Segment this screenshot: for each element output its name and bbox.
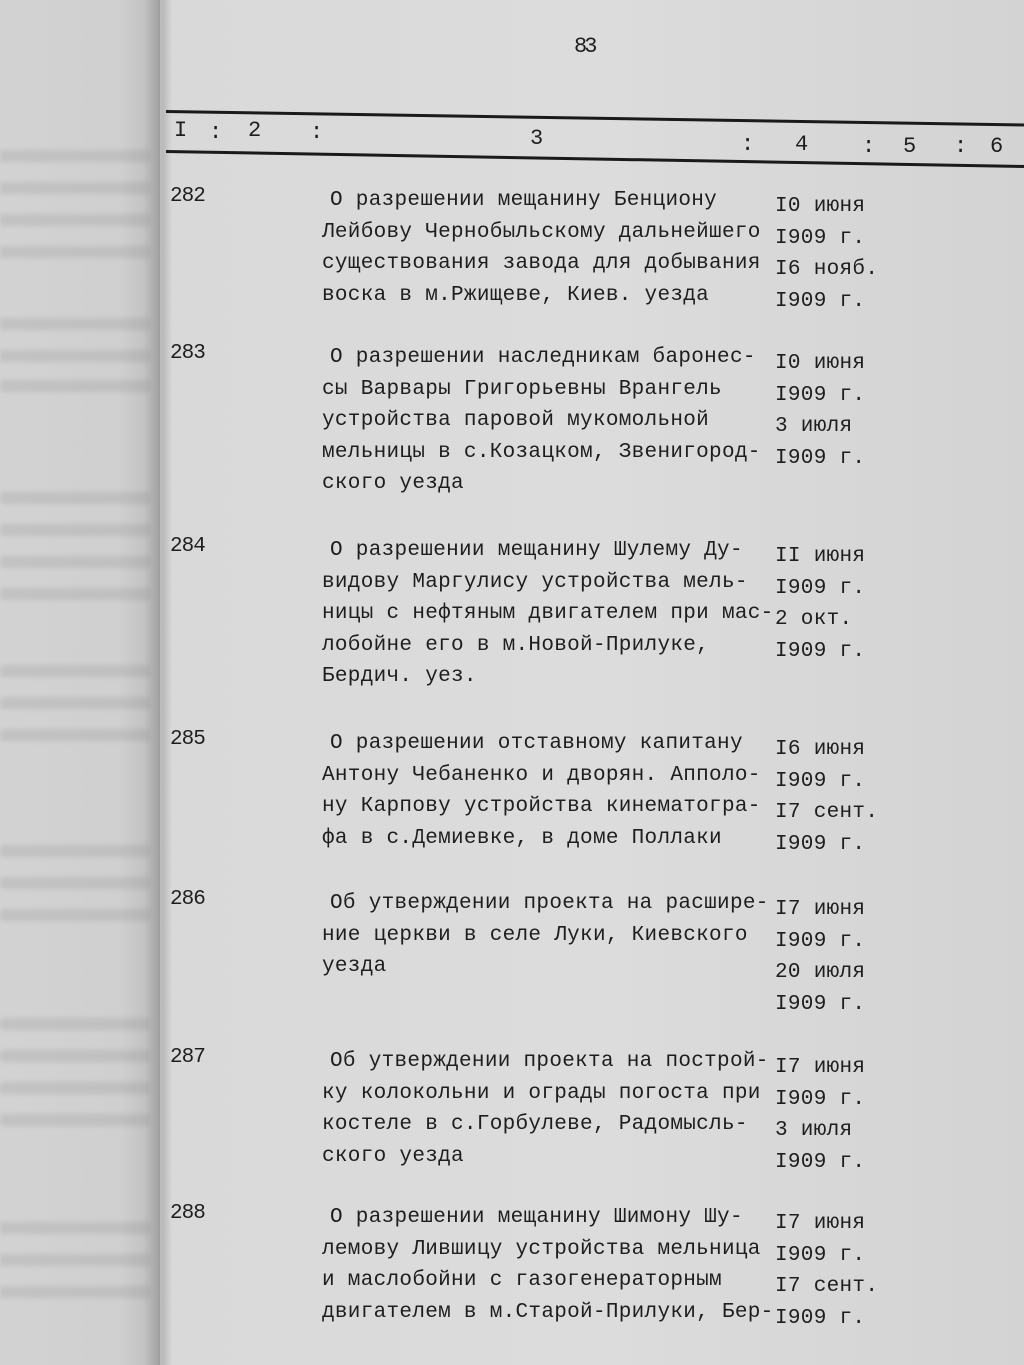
description-line: ницы с нефтяным двигателем при мас-	[322, 602, 774, 625]
date-line: I909 г.	[775, 446, 866, 470]
entry-number: 283	[170, 342, 205, 365]
date-line: I909 г.	[775, 383, 866, 407]
description-line: существования завода для добывания	[322, 252, 761, 275]
entry-number: 287	[170, 1046, 205, 1069]
date-line: I909 г.	[775, 1306, 866, 1330]
description-line: мельницы в с.Козацком, Звенигород-	[322, 440, 761, 464]
col-separator: :	[862, 134, 876, 159]
description-line: лобойне его в м.Новой-Прилуке,	[322, 633, 710, 657]
col-separator: :	[954, 134, 968, 159]
description-line: ского уезда	[322, 472, 464, 495]
header-rule-bottom	[166, 150, 1024, 168]
description-line: Об утверждении проекта на расшире-	[330, 892, 769, 915]
entry-description	[322, 728, 761, 854]
date-line: I909 г.	[775, 576, 866, 600]
date-line: I909 г.	[775, 769, 866, 793]
page-number: 83	[574, 34, 595, 59]
description-line: воска в м.Ржищеве, Киев. уезда	[322, 283, 710, 307]
col-header-1: I	[174, 118, 188, 143]
entry-description	[322, 342, 761, 500]
description-line: О разрешении мещанину Бенциону	[330, 189, 718, 212]
date-line: I909 г.	[775, 1243, 866, 1267]
entry-dates	[775, 734, 878, 860]
entry-number: 286	[170, 888, 205, 911]
description-line: костеле в с.Горбулеве, Радомысль-	[322, 1113, 748, 1136]
entry-dates	[775, 1052, 865, 1178]
description-line: уезда	[322, 955, 387, 978]
entry-dates	[775, 894, 865, 1020]
entry-number: 284	[170, 535, 205, 558]
description-line: видову Маргулису устройства мель-	[322, 570, 748, 594]
date-line: I909 г.	[775, 1150, 866, 1174]
description-line: фа в с.Демиевке, в доме Поллаки	[322, 826, 722, 850]
date-line: I909 г.	[775, 639, 866, 663]
description-line: О разрешении мещанину Шимону Шу-	[330, 1206, 743, 1229]
description-line: О разрешении наследникам баронес-	[330, 346, 756, 369]
date-line: I909 г.	[775, 226, 866, 250]
entry-dates	[775, 541, 865, 667]
col-separator: :	[209, 120, 223, 145]
entry-dates	[775, 1208, 878, 1334]
date-line: I6 нояб.	[775, 258, 879, 281]
entry-description	[322, 1046, 769, 1172]
date-line: I0 июня	[775, 352, 866, 375]
col-separator: :	[741, 132, 755, 157]
description-line: ние церкви в селе Луки, Киевского	[322, 923, 748, 947]
entry-description	[322, 185, 761, 311]
description-line: О разрешении мещанину Шулему Ду-	[330, 539, 743, 562]
header-rule-top	[166, 110, 1024, 127]
description-line: Бердич. уез.	[322, 665, 477, 688]
description-line: и маслобойни с газогенераторным	[322, 1269, 722, 1292]
col-header-4: 4	[795, 132, 809, 157]
col-header-3: 3	[530, 126, 544, 151]
date-line: 2 окт.	[775, 608, 853, 631]
entry-description	[322, 888, 769, 983]
description-line: двигателем в м.Старой-Прилуки, Бер-	[322, 1300, 774, 1324]
date-line: 20 июля	[775, 961, 866, 984]
date-line: I909 г.	[775, 929, 866, 953]
date-line: I7 сент.	[775, 1275, 879, 1298]
entry-number: 285	[170, 728, 205, 751]
entry-number: 282	[170, 185, 205, 208]
col-separator: :	[310, 120, 324, 145]
date-line: I909 г.	[775, 832, 866, 856]
description-line: устройства паровой мукомольной	[322, 409, 710, 432]
entry-description	[322, 535, 774, 693]
date-line: I909 г.	[775, 289, 866, 313]
description-line: ну Карпову устройства кинематогра-	[322, 795, 761, 818]
date-line: II июня	[775, 545, 866, 568]
description-line: Об утверждении проекта на построй-	[330, 1050, 769, 1073]
description-line: О разрешении отставному капитану	[330, 732, 743, 755]
description-line: Лейбову Чернобыльскому дальнейшего	[322, 220, 761, 244]
description-line: лемову Лившицу устройства мельница	[322, 1237, 761, 1261]
date-line: 3 июля	[775, 415, 853, 438]
date-line: I7 июня	[775, 1212, 866, 1235]
date-line: I6 июня	[775, 738, 866, 761]
description-line: ку колокольни и ограды погоста при	[322, 1081, 761, 1105]
entry-description	[322, 1202, 774, 1328]
entry-dates	[775, 191, 878, 317]
col-header-2: 2	[248, 118, 262, 143]
description-line: сы Варвары Григорьевны Врангель	[322, 377, 722, 401]
date-line: I7 июня	[775, 898, 866, 921]
date-line: I7 сент.	[775, 801, 879, 824]
date-line: I909 г.	[775, 1087, 866, 1111]
date-line: I0 июня	[775, 195, 866, 218]
date-line: I909 г.	[775, 992, 866, 1016]
description-line: Антону Чебаненко и дворян. Апполо-	[322, 763, 761, 787]
date-line: I7 июня	[775, 1056, 866, 1079]
date-line: 3 июля	[775, 1119, 853, 1142]
entry-dates	[775, 348, 865, 474]
col-header-6: 6	[990, 134, 1004, 159]
description-line: ского уезда	[322, 1144, 464, 1168]
entry-number: 288	[170, 1202, 205, 1225]
col-header-5: 5	[903, 134, 917, 159]
facing-page-bleedthrough	[0, 0, 160, 1365]
